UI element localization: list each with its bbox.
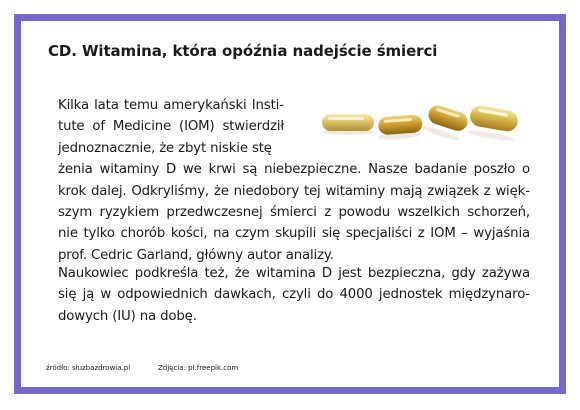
image-credit: Zdjęcia: pl.freepik.com xyxy=(158,364,239,372)
paragraph-1 xyxy=(58,95,530,266)
source-credit: źródło: słuzbazdrowia.pl xyxy=(46,364,131,372)
page-title: CD. Witamina, która opóźnia nadejście śmierci xyxy=(48,42,438,60)
paragraph-1-rest: żenia witaminy D we krwi są niebezpieczne. Nasze badanie poszło o krok dalej. Odkryliśmy, że niedobory tej witaminy mają związek z większym ryzykiem przedwczesnej śmierci z powodu wszelkich schorzeń, nie tylko chorób kości, na czym skupili się specjaliści z IOM – wyjaśnia prof. Cedric Garland, główny autor analizy. xyxy=(58,162,530,263)
paragraph-1-lead: Kilka lata temu amerykański Institute of Medicine (IOM) stwierdził jednoznacznie, że zbyt niskie stę xyxy=(58,98,284,156)
paragraph-2: Naukowiec podkreśla też, że witamina D jest bezpieczna, gdy zażywa się ją w odpowiednich dawkach, czyli do 4000 jednostek międzynarodowych (IU) na dobę. xyxy=(58,266,530,324)
